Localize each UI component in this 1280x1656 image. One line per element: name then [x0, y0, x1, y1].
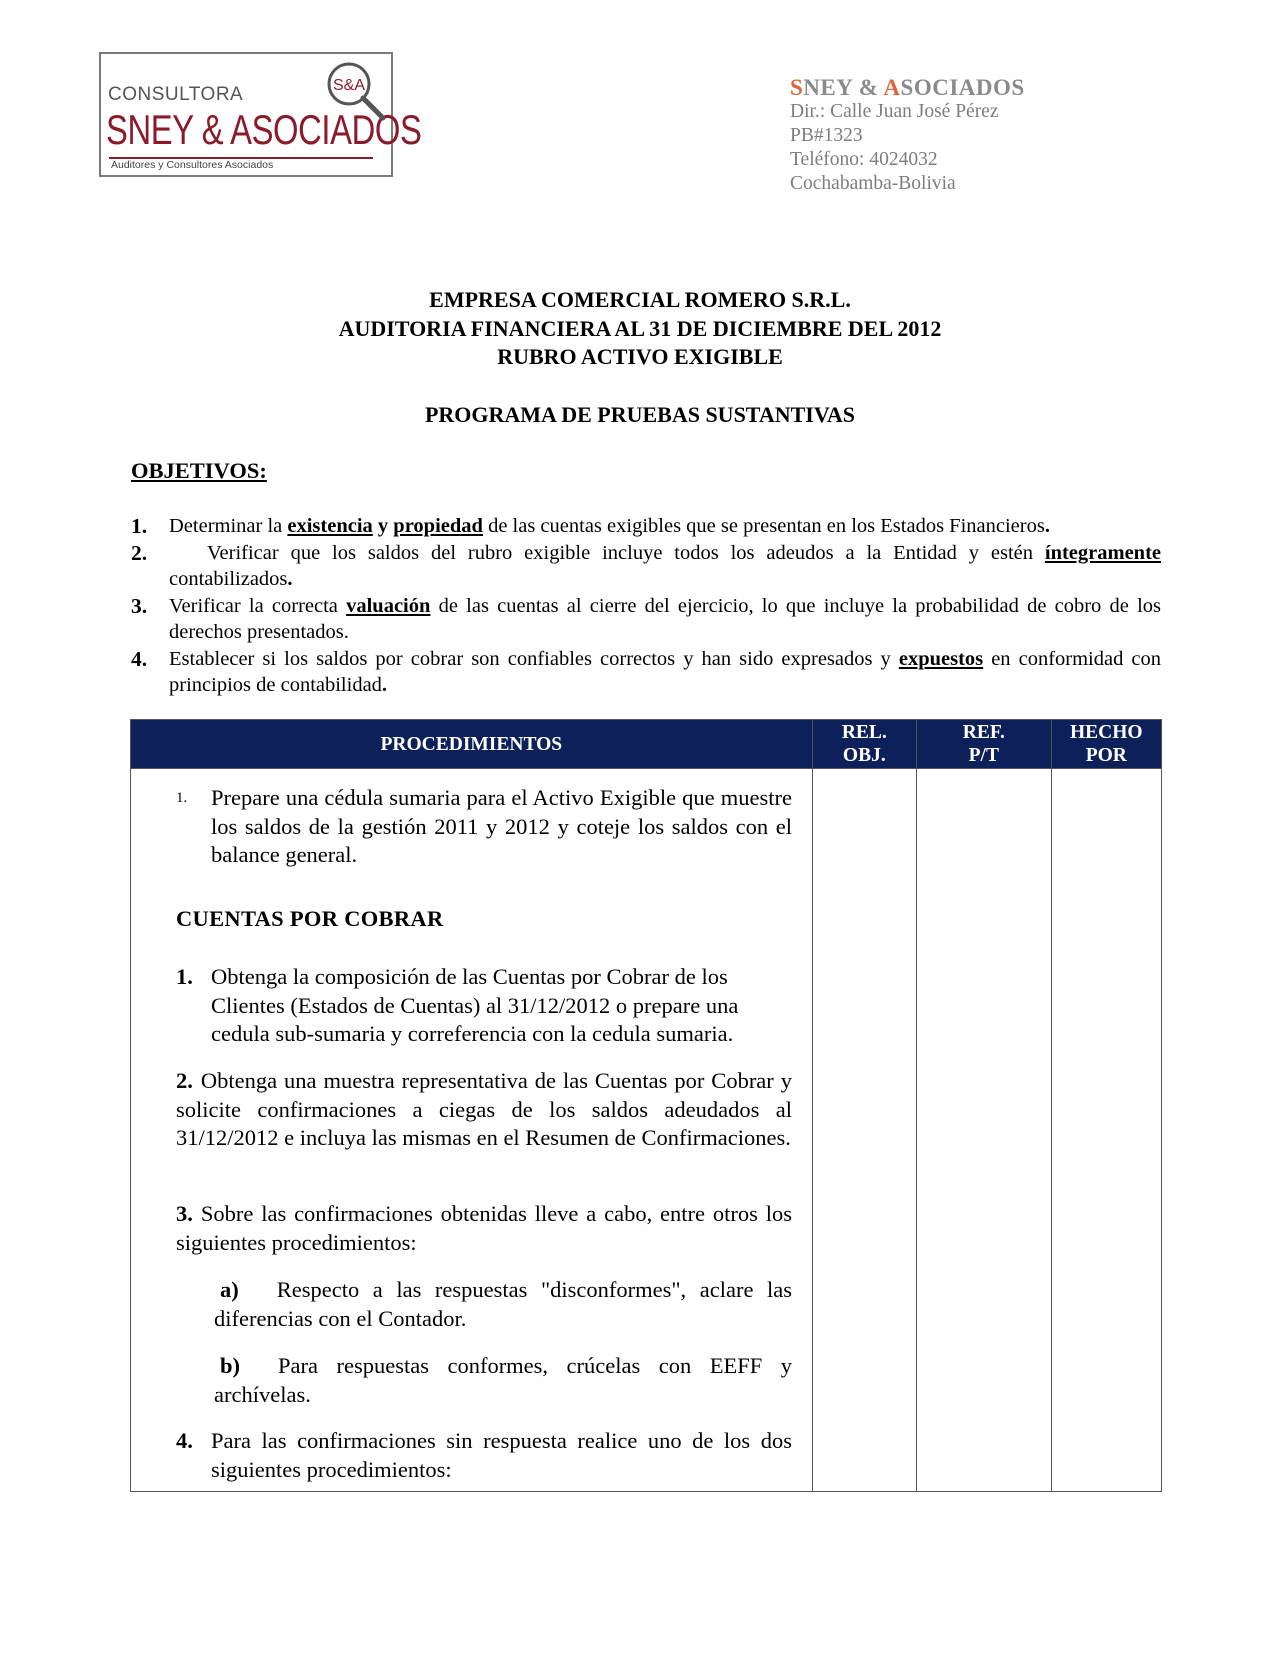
procedures-cell — [131, 769, 813, 1492]
procedure-item: 3. Sobre las confirmaciones obtenidas lleve a cabo, entre otros los siguientes procedimientos: — [176, 1201, 792, 1255]
hecho-por-cell — [1051, 769, 1161, 1492]
audit-title: AUDITORIA FINANCIERA AL 31 DE DICIEMBRE DEL 2012 — [338, 315, 942, 341]
procedure-item: 2. Obtenga una muestra representativa de las Cuentas por Cobrar y solicite confirmaciones a ciegas de los saldos adeudados al 31/12/2012 e incluya las mismas en el Resumen de Confirmaciones. — [176, 1068, 792, 1150]
header-rel-obj: REL. OBJ. — [812, 720, 916, 769]
procedure-item: 1. Prepare una cédula sumaria para el Activo Exigible que muestre los saldos de la gestión 2011 y 2012 y coteje los saldos con el balance general. — [176, 785, 792, 867]
logo-main-text: SNEY & ASOCIADOS — [106, 106, 422, 153]
objective-item: 1. Determinar la existencia y propiedad de las cuentas exigibles que se presentan en los Estados Financieros. — [131, 514, 1050, 538]
ref-pt-cell — [917, 769, 1052, 1492]
table-row — [131, 769, 1162, 1492]
firm-address: Dir.: Calle Juan José Pérez — [790, 101, 999, 122]
objectives-heading: OBJETIVOS: — [131, 458, 267, 483]
objectives-list — [131, 513, 1161, 699]
rel-obj-cell — [812, 769, 916, 1492]
company-title: EMPRESA COMERCIAL ROMERO S.R.L. — [429, 287, 851, 312]
section-heading-cuentas: CUENTAS POR COBRAR — [176, 906, 444, 931]
header-procedimientos: PROCEDIMIENTOS — [131, 720, 813, 769]
objective-item: 2. Verificar que los saldos del rubro exigible incluye todos los adeudos a la Entidad y estén íntegramente contabilizados. — [131, 540, 1161, 590]
firm-city: Cochabamba-Bolivia — [790, 173, 956, 194]
objective-item: 3. Verificar la correcta valuación de las cuentas al cierre del ejercicio, lo que incluye la probabilidad de cobro de los derechos presentados. — [131, 593, 1161, 643]
procedure-item: 1. Obtenga la composición de las Cuentas por Cobrar de los Clientes (Estados de Cuentas) al 31/12/2012 o prepare una cedula sub-sumaria y correferencia con la cedula sumaria. — [176, 964, 739, 1046]
firm-pobox: PB#1323 — [790, 125, 863, 146]
table-header-row — [131, 720, 1162, 769]
firm-phone: Teléfono: 4024032 — [790, 149, 938, 170]
header-ref-pt: REF. P/T — [917, 720, 1052, 769]
firm-info — [790, 76, 1025, 196]
firm-name: SNEY & ASOCIADOS — [790, 75, 1025, 100]
procedures-table — [130, 719, 1162, 1492]
procedure-subitem: b) Para respuestas conformes, crúcelas con EEFF y archívelas. — [214, 1353, 792, 1407]
magnifier-icon — [323, 58, 387, 122]
logo-subtitle: Auditores y Consultores Asociados — [111, 159, 274, 171]
program-title: PROGRAMA DE PRUEBAS SUSTANTIVAS — [424, 402, 856, 427]
procedure-item: 4. Para las confirmaciones sin respuesta realice uno de los dos siguientes procedimientos: — [176, 1428, 792, 1482]
document-title-block — [0, 286, 1280, 372]
company-logo — [99, 52, 422, 177]
objective-item: 4. Establecer si los saldos por cobrar son confiables correctos y han sido expresados y expuestos en conformidad con principios de contabilidad. — [131, 646, 1161, 696]
logo-mark-text: S&A — [332, 77, 366, 94]
procedure-subitem: a) Respecto a las respuestas "disconformes", aclare las diferencias con el Contador. — [214, 1277, 792, 1331]
logo-top-text: CONSULTORA — [108, 84, 244, 105]
header-hecho-por: HECHO POR — [1051, 720, 1161, 769]
section-title: RUBRO ACTIVO EXIGIBLE — [497, 344, 783, 369]
